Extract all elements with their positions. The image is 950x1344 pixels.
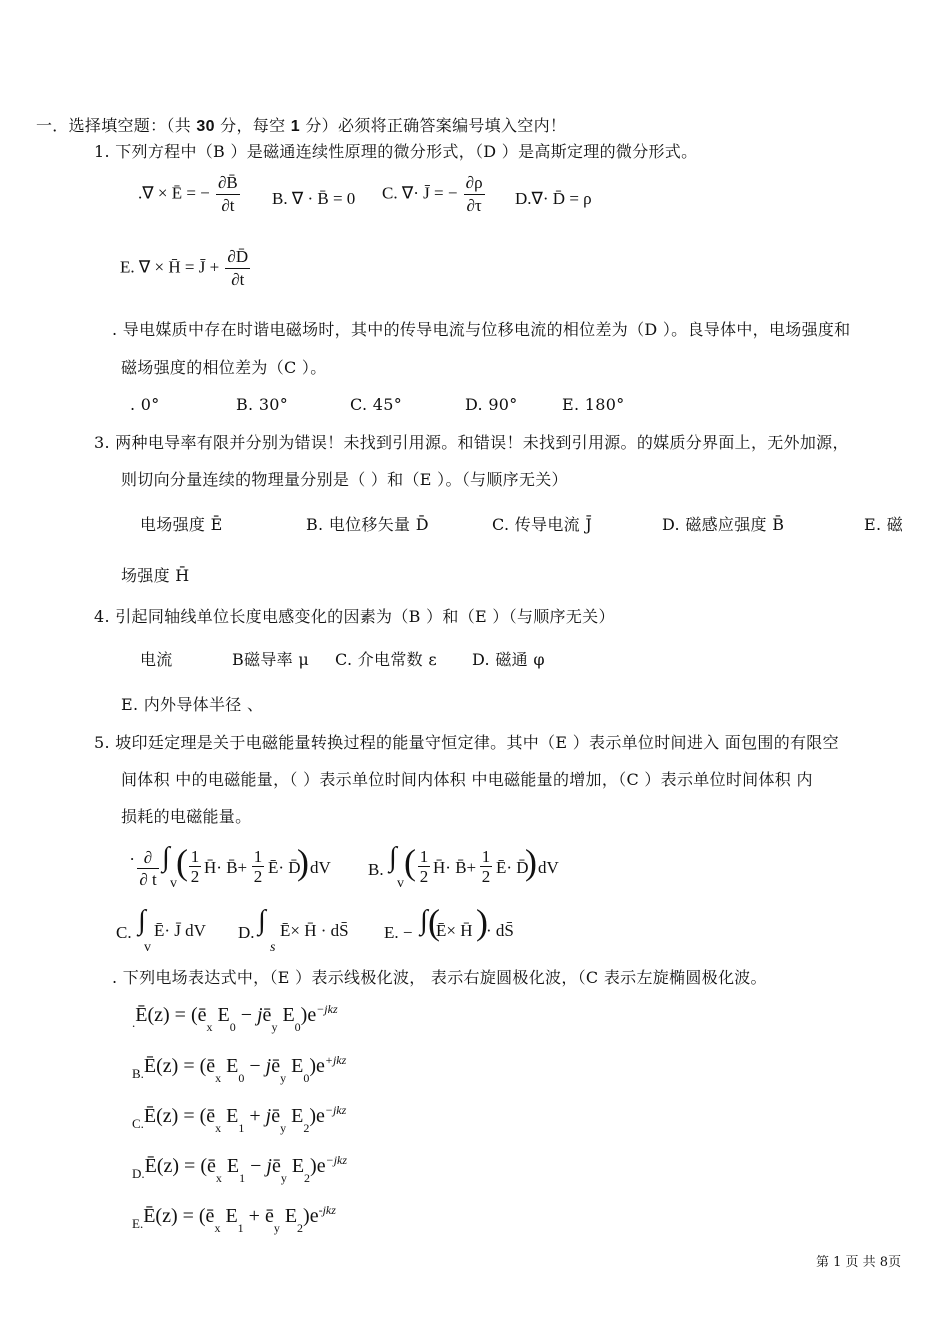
q5-option-a-derivative <box>137 848 159 891</box>
formula-subscript: 1 <box>238 1121 245 1135</box>
formula-term: E <box>221 1105 239 1127</box>
left-paren-icon: ( <box>404 842 416 882</box>
fraction-numerator: ∂D̄ <box>225 246 250 269</box>
right-paren-icon: ) <box>476 902 488 942</box>
formula-subscript: x <box>215 1071 222 1085</box>
formula-sign: + <box>244 1105 266 1127</box>
q6-formula-row <box>132 1203 336 1235</box>
heading-text: 分，每空 <box>214 116 291 135</box>
formula-exponent: −jkz <box>324 1103 347 1117</box>
formula-unit-vector: ē <box>262 1004 272 1026</box>
question-2-line2: 磁场强度的相位差为（C ）。 <box>121 358 327 377</box>
heading-text: 分）必须将正确答案编号填入空内！ <box>299 116 567 135</box>
q1-option-d: D.∇· D̄ = ρ <box>515 189 592 208</box>
formula-lhs: Ē(z) = (ē <box>143 1105 216 1127</box>
formula-sign: + <box>243 1205 265 1227</box>
formula-subscript: x <box>214 1221 221 1235</box>
fraction-numerator: 1 <box>419 847 429 866</box>
formula-label: B. <box>132 1066 144 1081</box>
formula-subscript: y <box>280 1071 287 1085</box>
formula-imag-unit: j <box>266 1155 272 1177</box>
heading-points: 30 <box>196 118 215 135</box>
formula-unit-vector: ē <box>271 1155 281 1177</box>
left-paren-icon: ( <box>176 842 188 882</box>
q5-a-limit: v <box>170 876 177 891</box>
formula-label: C. <box>132 1116 144 1131</box>
q4-option-e: E. 内外导体半径 、 <box>121 695 264 714</box>
fraction-denominator: ∂τ <box>466 196 482 215</box>
formula-sign: − <box>244 1055 266 1077</box>
closed-surface-integral-icon: ∫ <box>258 905 266 936</box>
q5-option-c-label: C. <box>116 923 132 942</box>
formula-subscript: 0 <box>303 1071 310 1085</box>
formula-unit-vector: ē <box>271 1055 281 1077</box>
q4-option-a: 电流 <box>140 650 173 669</box>
section-heading <box>36 116 566 137</box>
q5-a-half-1 <box>189 848 201 887</box>
formula-subscript: y <box>280 1171 287 1185</box>
formula-subscript: 2 <box>297 1221 304 1235</box>
formula-exp-base: )e <box>309 1055 325 1077</box>
fraction-denominator: 2 <box>419 867 429 886</box>
q2-option-d: D. 90° <box>465 395 518 414</box>
formula-term: E <box>279 1205 298 1227</box>
q5-e-tail: · dS̄ <box>486 921 514 940</box>
formula-term: E <box>277 1004 295 1026</box>
q3-option-a: 电场强度 Ē <box>140 515 223 534</box>
fraction-denominator: 2 <box>253 867 263 886</box>
formula-imag-unit: j <box>256 1004 263 1026</box>
formula-subscript: y <box>271 1020 278 1034</box>
formula-lhs: Ē(z) = (ē <box>143 1205 215 1227</box>
q1-option-e <box>120 246 252 291</box>
q3-option-c: C. 传导电流 J̄ <box>492 515 593 534</box>
formula-subscript: 0 <box>238 1071 245 1085</box>
q6-formula-row <box>132 1153 348 1185</box>
q2-option-a: . 0° <box>130 395 160 414</box>
question-5-line2: 间体积 中的电磁能量，（ ）表示单位时间内体积 中电磁能量的增加，（C ）表示单位时间体积 内 <box>121 770 813 789</box>
q4-option-b: B磁导率 μ <box>232 650 310 669</box>
q5-a-half-2 <box>252 848 264 887</box>
integral-icon: ∫ <box>420 905 428 936</box>
question-5-line3: 损耗的电磁能量。 <box>121 807 252 826</box>
integral-icon: ∫ <box>138 905 146 936</box>
formula-subscript: 1 <box>237 1221 244 1235</box>
formula-label: E. <box>132 1216 144 1231</box>
formula-lhs: Ē(z) = (ē <box>135 1004 207 1026</box>
formula-subscript: 1 <box>239 1171 246 1185</box>
q1-option-c <box>382 172 487 217</box>
formula-lhs: Ē(z) = (ē <box>143 1055 216 1077</box>
formula-unit-vector: ē <box>271 1105 281 1127</box>
formula-exp-base: )e <box>303 1205 319 1227</box>
q5-a-ed: Ē· D̄ <box>268 858 301 877</box>
q2-option-c: C. 45° <box>350 395 403 414</box>
formula-term: E <box>212 1004 230 1026</box>
fraction-denominator: 2 <box>481 867 491 886</box>
fraction-numerator: ∂ρ <box>464 172 485 195</box>
formula-term: E <box>286 1155 305 1177</box>
formula-exponent: −jkz <box>325 1153 348 1167</box>
formula-imag-unit: j <box>265 1055 272 1077</box>
q5-option-e-label: E. − <box>384 923 413 942</box>
formula-exponent: −jkz <box>316 1002 338 1016</box>
fraction-denominator: ∂t <box>231 270 245 289</box>
q3-option-b: B. 电位移矢量 D̄ <box>306 515 429 534</box>
heading-text: 一．选择填空题：（共 <box>36 116 197 135</box>
integral-icon: ∫ <box>162 842 170 873</box>
formula-subscript: 0 <box>229 1020 236 1034</box>
formula-term: E <box>221 1155 240 1177</box>
q1-option-c-fraction <box>464 172 485 217</box>
q5-option-d-label: D. <box>238 923 255 942</box>
fraction-numerator: 1 <box>190 847 200 866</box>
formula-label: . <box>132 1015 136 1030</box>
formula-term: E <box>286 1055 304 1077</box>
q1-option-e-fraction <box>225 246 250 291</box>
q5-d-body: Ē× H̄ · dS̄ <box>280 921 349 940</box>
formula-lhs: Ē(z) = (ē <box>144 1155 216 1177</box>
q5-c-body: Ē· J̄ dV <box>154 921 206 940</box>
formula-subscript: x <box>215 1121 222 1135</box>
q1-option-a <box>138 172 242 217</box>
q3-option-e: E. 磁 <box>864 515 904 534</box>
question-5-line1: 5. 坡印廷定理是关于电磁能量转换过程的能量守恒定律。其中（E ）表示单位时间进入 面包围的有限空 <box>94 733 839 752</box>
q6-formula-row <box>132 1103 347 1135</box>
left-paren-icon: ( <box>428 902 440 942</box>
formula-sign: − <box>235 1004 257 1026</box>
page-number: 第 1 页 共 8页 <box>816 1255 902 1270</box>
formula-imag-unit: j <box>265 1105 272 1127</box>
formula-subscript: 2 <box>304 1171 311 1185</box>
q5-a-dv: dV <box>310 858 331 877</box>
fraction-numerator: ∂B̄ <box>216 172 240 195</box>
q3-option-d: D. 磁感应强度 B̄ <box>662 515 785 534</box>
formula-exp-base: )e <box>309 1105 325 1127</box>
q5-b-dv: dV <box>538 858 559 877</box>
question-6-text: . 下列电场表达式中，（E ）表示线极化波， 表示右旋圆极化波，（C 表示左旋椭圆极化波。 <box>112 968 767 987</box>
formula-subscript: 2 <box>303 1121 310 1135</box>
q6-formula-row <box>132 1002 338 1034</box>
formula-exponent: +jkz <box>324 1053 347 1067</box>
q1-option-b: B. ∇ · B̄ = 0 <box>272 189 356 208</box>
q5-a-hb: H̄· B̄+ <box>204 858 248 877</box>
q1-option-e-lhs: E. ∇ × H̄ = J̄ + <box>120 257 220 277</box>
fraction-denominator: ∂ t <box>139 870 157 889</box>
q1-option-c-lhs: C. ∇· J̄ = − <box>382 183 458 203</box>
q5-c-limit: v <box>144 940 151 955</box>
formula-term: E <box>221 1055 239 1077</box>
right-paren-icon: ) <box>297 842 309 882</box>
q5-option-a <box>130 845 134 865</box>
formula-term: E <box>220 1205 238 1227</box>
question-3-line1: 3. 两种电导率有限并分别为错误！未找到引用源。和错误！未找到引用源。的媒质分界面上，无外加源， <box>94 433 849 452</box>
q5-b-half-2 <box>480 848 492 887</box>
q5-e-body: Ē× H̄ <box>436 921 473 940</box>
formula-label: D. <box>132 1166 145 1181</box>
q3-option-e-cont: 场强度 H̄ <box>121 566 190 585</box>
option-label: . <box>130 845 135 864</box>
fraction-numerator: 1 <box>253 847 263 866</box>
fraction-denominator: 2 <box>190 867 200 886</box>
question-4-text: 4. 引起同轴线单位长度电感变化的因素为（B ）和（E ）（与顺序无关） <box>94 607 615 626</box>
formula-exp-base: )e <box>310 1155 326 1177</box>
q5-option-b-label: B. <box>368 860 384 879</box>
q5-b-hb: H̄· B̄+ <box>433 858 477 877</box>
q5-d-limit: s <box>270 940 276 955</box>
q5-b-limit: v <box>397 876 404 891</box>
q2-option-b: B. 30° <box>236 395 289 414</box>
formula-sign: − <box>245 1155 267 1177</box>
formula-subscript: x <box>206 1020 213 1034</box>
formula-subscript: x <box>215 1171 222 1185</box>
formula-exponent: -jkz <box>318 1203 336 1217</box>
q4-option-d: D. 磁通 φ <box>472 650 545 669</box>
q6-formula-row <box>132 1053 347 1085</box>
q5-b-half-1 <box>418 848 430 887</box>
formula-subscript: y <box>280 1121 287 1135</box>
formula-unit-vector: ē <box>264 1205 274 1227</box>
formula-subscript: 0 <box>294 1020 301 1034</box>
fraction-denominator: ∂t <box>221 196 235 215</box>
fraction-numerator: 1 <box>481 847 491 866</box>
integral-icon: ∫ <box>389 842 397 873</box>
q4-option-c: C. 介电常数 ε <box>335 650 437 669</box>
q2-option-e: E. 180° <box>562 395 625 414</box>
question-1-text: 1. 下列方程中（B ）是磁通连续性原理的微分形式，（D ）是高斯定理的微分形式。 <box>94 142 698 161</box>
question-2-line1: . 导电媒质中存在时谐电磁场时，其中的传导电流与位移电流的相位差为（D ）。良导体中，电场强度和 <box>112 320 851 339</box>
heading-points: 1 <box>290 118 300 135</box>
right-paren-icon: ) <box>525 842 537 882</box>
q1-option-a-lhs: .∇ × Ē = − <box>138 183 210 203</box>
question-3-line2: 则切向分量连续的物理量分别是（ ）和（E ）。（与顺序无关） <box>121 470 568 489</box>
formula-subscript: y <box>273 1221 280 1235</box>
formula-term: E <box>286 1105 304 1127</box>
q1-option-a-fraction <box>216 172 240 217</box>
q5-b-ed: Ē· D̄ <box>496 858 529 877</box>
fraction-numerator: ∂ <box>137 848 159 869</box>
formula-exp-base: )e <box>300 1004 317 1026</box>
